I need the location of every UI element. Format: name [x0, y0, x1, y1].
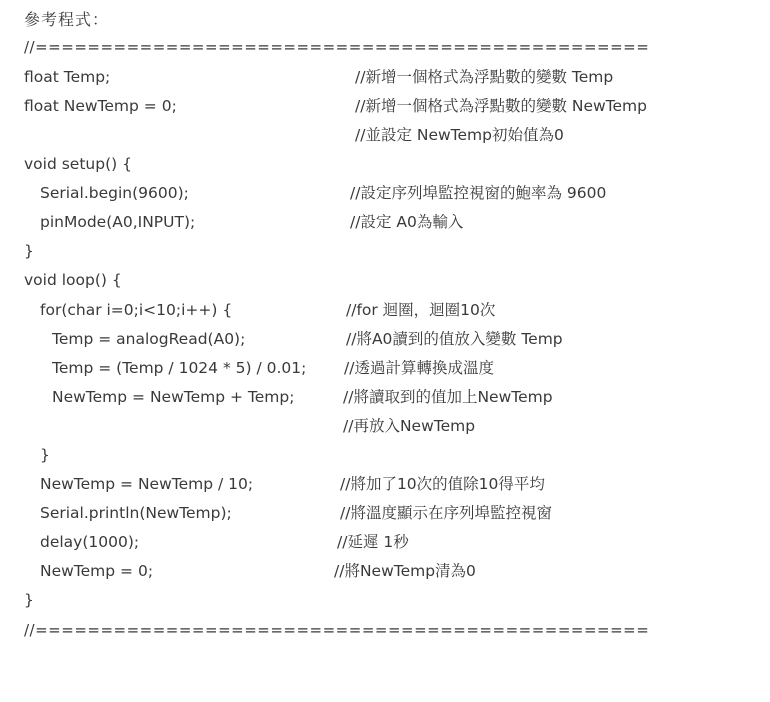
- code-line: [0, 383, 770, 412]
- code-line: [0, 63, 770, 92]
- code-comment: //延遲 1秒: [337, 533, 409, 551]
- code-text: }: [24, 242, 34, 260]
- code-comment: //新增一個格式為浮點數的變數 Temp: [355, 68, 614, 86]
- code-comment: //for 迴圈，迴圈10次: [346, 301, 496, 319]
- code-text: Serial.begin(9600);: [40, 184, 189, 202]
- code-text: NewTemp = 0;: [40, 562, 154, 580]
- code-line: [0, 470, 770, 499]
- code-line: [0, 208, 770, 237]
- code-comment: //將加了10次的值除10得平均: [340, 475, 545, 493]
- code-line: [0, 412, 770, 441]
- code-text: for(char i=0;i<10;i++) {: [40, 301, 233, 319]
- code-line: [0, 586, 770, 615]
- code-line: [0, 266, 770, 295]
- code-text: Temp = analogRead(A0);: [52, 330, 246, 348]
- code-comment: //再放入NewTemp: [343, 417, 476, 435]
- code-comment: //將讀取到的值加上NewTemp: [343, 388, 553, 406]
- code-comment: //將A0讀到的值放入變數 Temp: [346, 330, 563, 348]
- code-text: NewTemp = NewTemp / 10;: [40, 475, 254, 493]
- separator-bottom: //===============================================: [24, 621, 650, 639]
- code-line: [0, 441, 770, 470]
- code-line: [0, 179, 770, 208]
- code-line: [0, 325, 770, 354]
- code-line: [0, 150, 770, 179]
- code-text: }: [24, 591, 34, 609]
- separator-top: //===============================================: [24, 38, 650, 56]
- code-line: [0, 354, 770, 383]
- code-text: NewTemp = NewTemp + Temp;: [52, 388, 295, 406]
- code-line: [0, 92, 770, 121]
- code-text: pinMode(A0,INPUT);: [40, 213, 196, 231]
- code-line: [0, 121, 770, 150]
- code-text: delay(1000);: [40, 533, 140, 551]
- code-line: [0, 237, 770, 266]
- heading: 參考程式：: [24, 10, 110, 29]
- code-text: Serial.println(NewTemp);: [40, 504, 232, 522]
- code-text: }: [40, 446, 50, 464]
- code-comment: //將溫度顯示在序列埠監控視窗: [340, 504, 552, 522]
- code-text: void setup() {: [24, 155, 132, 173]
- code-line: [0, 528, 770, 557]
- code-comment: //設定序列埠監控視窗的鮑率為 9600: [350, 184, 607, 202]
- code-text: void loop() {: [24, 271, 122, 289]
- code-comment: //將NewTemp清為0: [334, 562, 476, 580]
- code-line: [0, 296, 770, 325]
- code-text: float NewTemp = 0;: [24, 97, 177, 115]
- code-comment: //設定 A0為輸入: [350, 213, 464, 231]
- code-comment: //新增一個格式為浮點數的變數 NewTemp: [355, 97, 647, 115]
- code-comment: //並設定 NewTemp初始值為0: [355, 126, 564, 144]
- code-line: [0, 557, 770, 586]
- code-line: [0, 499, 770, 528]
- code-comment: //透過計算轉換成溫度: [344, 359, 494, 377]
- code-text: float Temp;: [24, 68, 111, 86]
- code-text: Temp = (Temp / 1024 * 5) / 0.01;: [52, 359, 307, 377]
